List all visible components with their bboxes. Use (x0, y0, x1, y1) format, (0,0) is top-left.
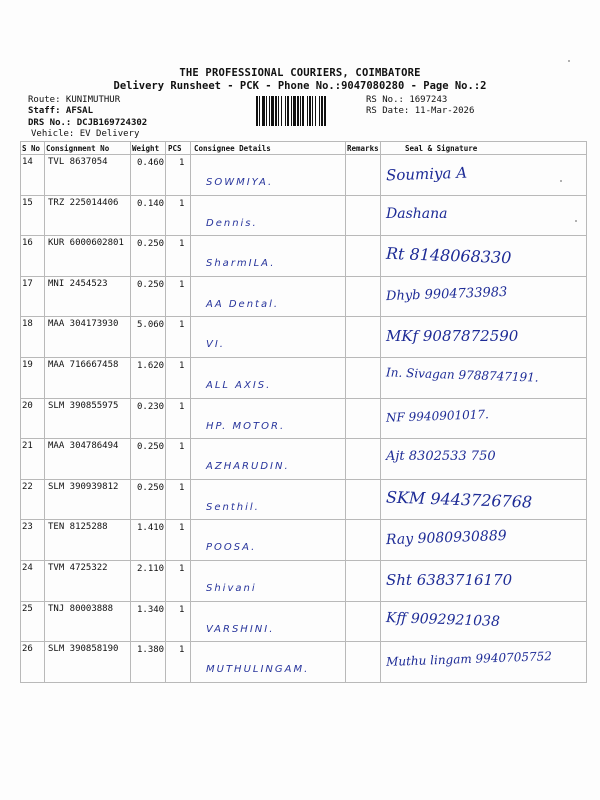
row-weight: 0.250 (137, 279, 165, 290)
company-name: THE PROFESSIONAL COURIERS, COIMBATORE (179, 67, 421, 79)
table-row (0, 317, 600, 358)
barcode-bar (321, 96, 323, 126)
barcode-bar (297, 96, 299, 126)
barcode-bar (324, 96, 326, 126)
row-consignee-handwritten: MUTHULINGAM. (206, 664, 310, 676)
row-consignee-handwritten: AZHARUDIN. (206, 461, 290, 473)
barcode-image (256, 96, 364, 126)
barcode-bar (319, 96, 320, 126)
row-sno: 14 (22, 157, 33, 167)
barcode-bar (278, 96, 279, 126)
table-row (0, 196, 600, 237)
barcode-bar (259, 96, 260, 126)
row-weight: 5.060 (137, 320, 165, 331)
row-pcs: 1 (179, 239, 185, 250)
row-signature: Soumiya A (385, 163, 468, 185)
row-consignee-handwritten: SOWMIYA. (206, 177, 274, 188)
row-signature: Ray 9080930889 (385, 528, 507, 549)
drs-number: DRS No.: DCJB169724302 (28, 118, 148, 128)
row-sno: 18 (22, 319, 33, 330)
col-seal: Seal & Signature (405, 144, 478, 153)
scan-speck (575, 220, 577, 222)
row-pcs: 1 (179, 361, 185, 371)
row-signature: Rt 8148068330 (385, 244, 512, 268)
row-sno: 23 (22, 522, 33, 533)
row-consignee-handwritten: POOSA. (206, 542, 257, 554)
row-signature: SKM 9443726768 (385, 487, 533, 512)
table-row (0, 480, 600, 521)
row-weight: 2.110 (137, 564, 165, 574)
table-row (0, 236, 600, 277)
barcode-bar (291, 96, 292, 126)
row-weight: 1.380 (137, 645, 165, 656)
row-signature: Dashana (386, 205, 448, 222)
barcode-bar (293, 96, 296, 126)
row-signature: Muthu lingam 9940705752 (385, 649, 553, 670)
table-row (0, 277, 600, 318)
row-pcs: 1 (179, 564, 185, 574)
route-label: Route: KUNIMUTHUR (28, 95, 121, 105)
table-row (0, 399, 600, 440)
row-sno: 17 (22, 278, 33, 289)
row-consignment-no: MNI 2454523 (48, 278, 108, 289)
barcode-bar (281, 96, 282, 126)
row-consignment-no: SLM 390858190 (48, 644, 119, 655)
row-weight: 0.230 (137, 401, 165, 412)
row-consignment-no: TVM 4725322 (48, 563, 108, 573)
row-consignment-no: MAA 716667458 (48, 360, 119, 370)
col-consignee: Consignee Details (194, 144, 271, 153)
row-consignee-handwritten: Dennis. (206, 217, 258, 229)
table-row (0, 602, 600, 643)
row-consignment-no: MAA 304173930 (48, 319, 119, 330)
barcode-bar (312, 96, 313, 126)
row-pcs: 1 (179, 158, 185, 168)
row-consignee-handwritten: Shivani (206, 583, 257, 594)
barcode-bar (262, 96, 265, 126)
row-sno: 20 (22, 400, 33, 411)
row-weight: 0.140 (137, 198, 165, 209)
barcode-bar (302, 96, 304, 126)
row-consignee-handwritten: ALL AXIS. (206, 380, 272, 391)
row-signature: Sht 6383716170 (386, 571, 513, 589)
row-signature: MKf 9087872590 (386, 327, 519, 346)
row-signature: Ajt 8302533 750 (386, 449, 496, 465)
barcode-bar (271, 96, 274, 126)
row-consignee-handwritten: AA Dental. (206, 298, 280, 310)
row-weight: 1.620 (137, 361, 165, 371)
row-sno: 25 (22, 603, 33, 614)
table-row (0, 439, 600, 480)
row-pcs: 1 (179, 320, 185, 331)
col-remarks: Remarks (347, 144, 379, 153)
col-pcs: PCS (168, 144, 182, 153)
row-consignment-no: TRZ 225014406 (48, 197, 119, 208)
row-signature: In. Sivagan 9788747191. (385, 365, 539, 385)
row-sno: 19 (22, 360, 33, 370)
row-consignment-no: SLM 390855975 (48, 400, 119, 411)
row-weight: 0.250 (137, 442, 165, 453)
barcode-bar (307, 96, 308, 126)
row-pcs: 1 (179, 523, 185, 534)
row-consignee-handwritten: VI. (206, 339, 225, 351)
table-row (0, 642, 600, 683)
barcode-bar (315, 96, 316, 126)
row-consignee-handwritten: HP. MOTOR. (206, 420, 286, 432)
row-sno: 15 (22, 197, 33, 208)
barcode-bar (285, 96, 286, 126)
row-signature: Kff 9092921038 (385, 609, 501, 630)
row-sno: 22 (22, 481, 33, 492)
table-top-border (20, 141, 586, 142)
barcode-bar (256, 96, 258, 126)
table-row (0, 561, 600, 602)
rs-number: RS No.: 1697243 (366, 95, 448, 105)
row-weight: 1.410 (137, 523, 165, 534)
row-consignee-handwritten: Senthil. (206, 501, 260, 513)
row-signature: Dhyb 9904733983 (385, 284, 508, 304)
row-consignment-no: TEN 8125288 (48, 522, 108, 533)
row-sno: 21 (22, 441, 33, 452)
col-sno: S No (22, 144, 41, 153)
col-consignment: Consignment No (46, 144, 110, 153)
table-row (0, 155, 600, 196)
barcode-bar (300, 96, 301, 126)
row-weight: 0.250 (137, 482, 165, 493)
barcode-bar (269, 96, 270, 126)
row-sno: 26 (22, 644, 33, 655)
row-weight: 1.340 (137, 604, 165, 615)
table-header (22, 142, 584, 154)
row-weight: 0.250 (137, 239, 165, 250)
barcode-bar (275, 96, 277, 126)
row-sno: 24 (22, 563, 33, 573)
barcode-bar (309, 96, 311, 126)
row-pcs: 1 (179, 198, 185, 209)
row-weight: 0.460 (137, 158, 165, 168)
staff-label: Staff: AFSAL (28, 106, 94, 116)
row-consignment-no: SLM 390939812 (48, 481, 119, 492)
runsheet-title: Delivery Runsheet - PCK - Phone No.:9047080280 - Page No.:2 (113, 80, 487, 92)
row-pcs: 1 (179, 645, 185, 656)
table-row (0, 358, 600, 399)
row-consignment-no: TNJ 80003888 (48, 603, 114, 614)
row-consignee-handwritten: SharmILA. (206, 258, 276, 270)
scan-speck (560, 180, 562, 182)
table-row (0, 520, 600, 561)
row-signature: NF 9940901017. (385, 406, 490, 425)
rs-date: RS Date: 11-Mar-2026 (366, 106, 475, 116)
barcode-bar (266, 96, 267, 126)
barcode-bar (287, 96, 289, 126)
scan-speck (568, 60, 570, 62)
vehicle-label: Vehicle: EV Delivery (31, 129, 140, 139)
row-sno: 16 (22, 238, 33, 249)
row-pcs: 1 (179, 279, 185, 290)
row-pcs: 1 (179, 604, 185, 615)
row-consignment-no: TVL 8637054 (48, 157, 108, 167)
col-weight: Weight (132, 144, 160, 153)
row-consignment-no: MAA 304786494 (48, 441, 119, 452)
row-consignment-no: KUR 6000602801 (48, 238, 124, 249)
row-pcs: 1 (179, 442, 185, 453)
row-consignee-handwritten: VARSHINI. (206, 623, 275, 635)
row-pcs: 1 (179, 482, 185, 493)
row-pcs: 1 (179, 401, 185, 412)
